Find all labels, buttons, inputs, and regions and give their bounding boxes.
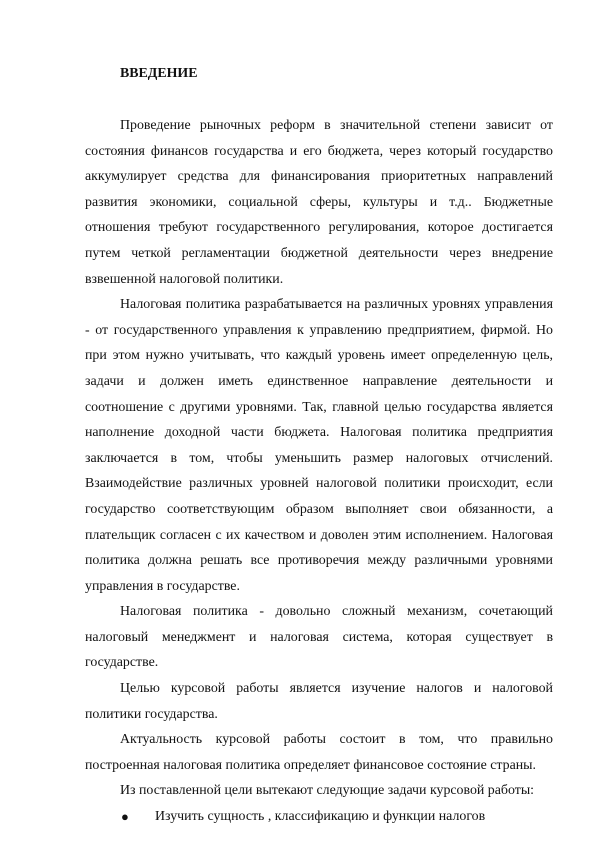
- bullet-icon: ●: [121, 809, 129, 825]
- paragraph-relevance: Актуальность курсовой работы состоит в том, что правильно построенная налоговая политика определяет финансовое состояние страны.: [85, 732, 553, 773]
- paragraph-tax-policy-levels: Налоговая политика разрабатывается на различных уровнях управления - от государственного управления к управлению предприятием, фирмой. Но при этом нужно учитывать, что каждый уровень имеет определенную цель, задачи и должен иметь единственное направление деятельности и соотношение с другими уровнями. Так, главной целью государства является наполнение доходной части бюджета. Налоговая политика предприятия заключается в том, чтобы уменьшить размер налоговых отчислений. Взаимодействие различных уровней налоговой политики происходит, если государство соответствующим образом выполняет свои обязанности, а плательщик согласен с их качеством и доволен этим исполнением. Налоговая политика должна решать все противоречия между различными уровнями управления в государстве.: [85, 297, 553, 594]
- paragraph-reforms: Проведение рыночных реформ в значительной степени зависит от состояния финансов государства и его бюджета, через который государство аккумулирует средства для финансирования приоритетных направлений развития экономики, социальной сферы, культуры и т.д.. Бюджетные отношения требуют государственного регулирования, которое достигается путем четкой регламентации бюджетной деятельности через внедрение взвешенной налоговой политики.: [85, 118, 553, 287]
- section-heading: ВВЕДЕНИЕ: [120, 66, 198, 81]
- blank-line: [85, 87, 553, 113]
- paragraph-tasks-intro: Из поставленной цели вытекают следующие задачи курсовой работы:: [120, 783, 535, 799]
- paragraph-goal: Целью курсовой работы является изучение налогов и налоговой политики государства.: [85, 681, 553, 722]
- paragraph-tax-mechanism: Налоговая политика - довольно сложный механизм, сочетающий налоговый менеджмент и налоговая система, которая существует в государстве.: [85, 604, 553, 671]
- list-item-text: Изучить сущность , классификацию и функции налогов: [155, 809, 486, 825]
- list-item: [85, 804, 553, 830]
